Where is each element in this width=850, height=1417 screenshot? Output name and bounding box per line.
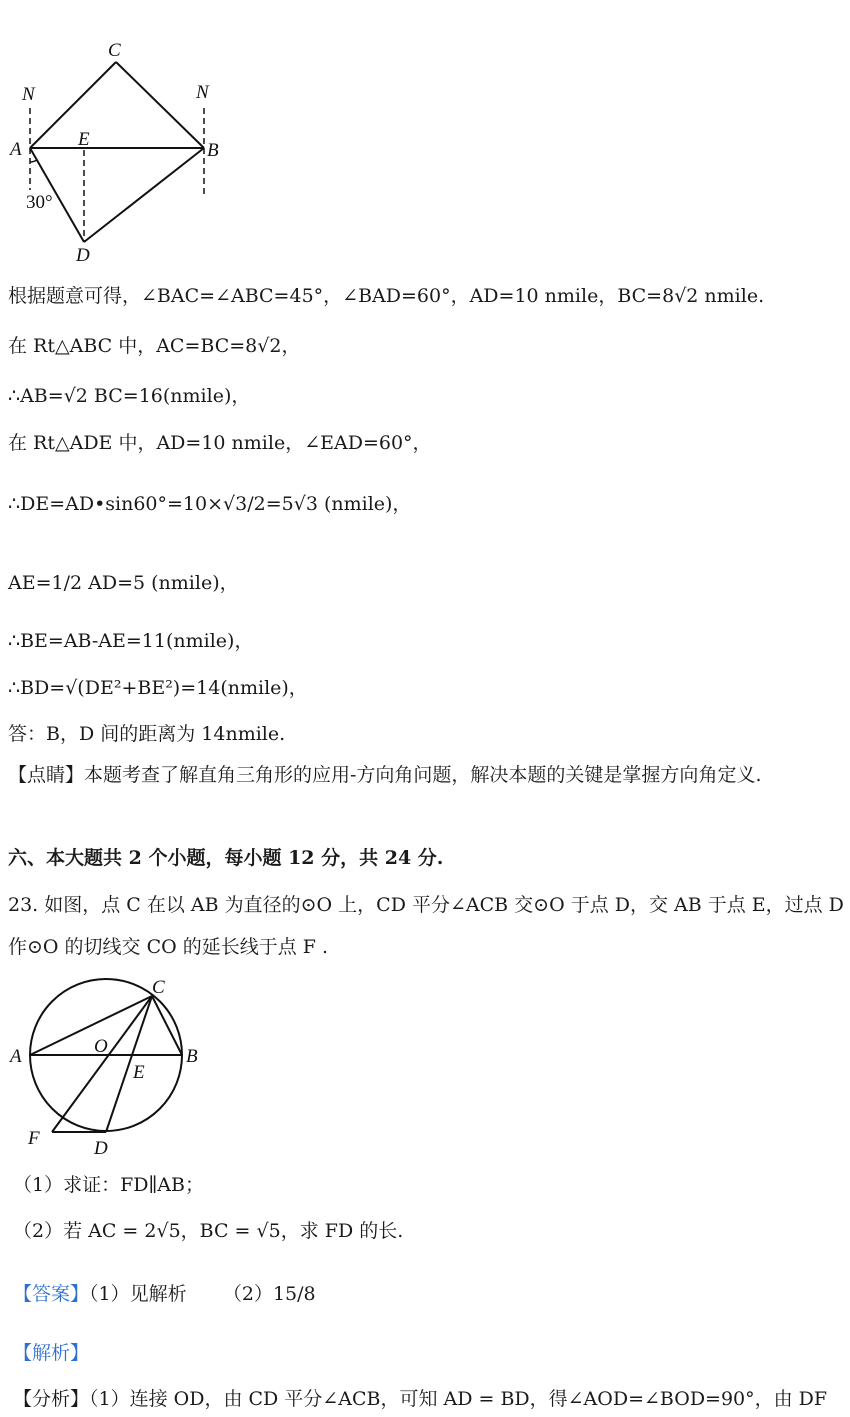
answer-part2: （2）15/8 bbox=[222, 1283, 316, 1305]
chord-cd bbox=[106, 996, 152, 1132]
solution-line-1: 根据题意可得，∠BAC=∠ABC=45°，∠BAD=60°，AD=10 nmile，BC=8√2 nmile. bbox=[8, 285, 765, 307]
comment-tag: 【点睛】 bbox=[8, 764, 85, 786]
label-c: C bbox=[108, 40, 121, 61]
sub-question-2: （2）若 AC = 2√5，BC = √5，求 FD 的长. bbox=[13, 1220, 404, 1242]
fenxi-block bbox=[13, 1386, 827, 1412]
label-a2: A bbox=[10, 1046, 22, 1067]
circle-figure bbox=[0, 970, 220, 1160]
label-e: E bbox=[78, 129, 90, 150]
comment-block bbox=[8, 754, 844, 796]
analysis-tag: 【解析】 bbox=[13, 1342, 90, 1364]
segment-db bbox=[84, 148, 204, 242]
solution-line-7: ∴BE=AB-AE=11(nmile)， bbox=[8, 630, 254, 652]
label-e2: E bbox=[133, 1062, 145, 1083]
angle-arc bbox=[30, 160, 37, 162]
label-d: D bbox=[76, 245, 90, 266]
question-23: 23. 如图，点 C 在以 AB 为直径的⊙O 上，CD 平分∠ACB 交⊙O 于点 D，交 AB 于点 E，过点 D 作⊙O 的切线交 CO 的延长线于点 F . bbox=[8, 894, 844, 958]
label-f: F bbox=[28, 1128, 40, 1149]
label-n-left: N bbox=[22, 84, 35, 105]
comment-text: 本题考查了解直角三角形的应用-方向角问题，解决本题的关键是掌握方向角定义. bbox=[84, 764, 762, 786]
fenxi-text: （1）连接 OD，由 CD 平分∠ACB，可知 AD = BD，得∠AOD=∠BOD=90°，由 DF bbox=[89, 1388, 828, 1410]
label-b2: B bbox=[186, 1046, 198, 1067]
fenxi-tag: 【分析】 bbox=[13, 1388, 90, 1410]
solution-line-4: 在 Rt△ADE 中，AD=10 nmile，∠EAD=60°， bbox=[8, 432, 432, 454]
solution-line-8: ∴BD=√(DE²+BE²)=14(nmile)， bbox=[8, 677, 308, 699]
label-c2: C bbox=[152, 977, 165, 998]
solution-line-2: 在 Rt△ABC 中，AC=BC=8√2， bbox=[8, 335, 301, 357]
bearing-figure bbox=[0, 30, 240, 270]
solution-line-3: ∴AB=√2 BC=16(nmile)， bbox=[8, 385, 251, 407]
answer-line: 答：B，D 间的距离为 14nmile. bbox=[8, 723, 286, 745]
solution-line-5: ∴DE=AD•sin60°=10×√3/2=5√3 (nmile)， bbox=[8, 493, 412, 515]
label-o: O bbox=[94, 1036, 108, 1057]
label-d2: D bbox=[94, 1138, 108, 1159]
answer-block bbox=[13, 1281, 316, 1307]
answer-part1: （1）见解析 bbox=[89, 1283, 187, 1305]
label-b: B bbox=[207, 140, 219, 161]
segment-ac bbox=[30, 62, 116, 148]
label-angle: 30° bbox=[26, 192, 53, 213]
label-a: A bbox=[10, 139, 22, 160]
segment-cb bbox=[116, 62, 204, 148]
sub-question-1: （1）求证：FD∥AB； bbox=[13, 1174, 204, 1196]
solution-line-6: AE=1/2 AD=5 (nmile)， bbox=[8, 572, 239, 594]
label-n-right: N bbox=[196, 82, 209, 103]
answer-tag: 【答案】 bbox=[13, 1283, 90, 1305]
section-heading: 六、本大题共 2 个小题，每小题 12 分，共 24 分. bbox=[8, 847, 444, 869]
chord-cb bbox=[152, 996, 182, 1055]
